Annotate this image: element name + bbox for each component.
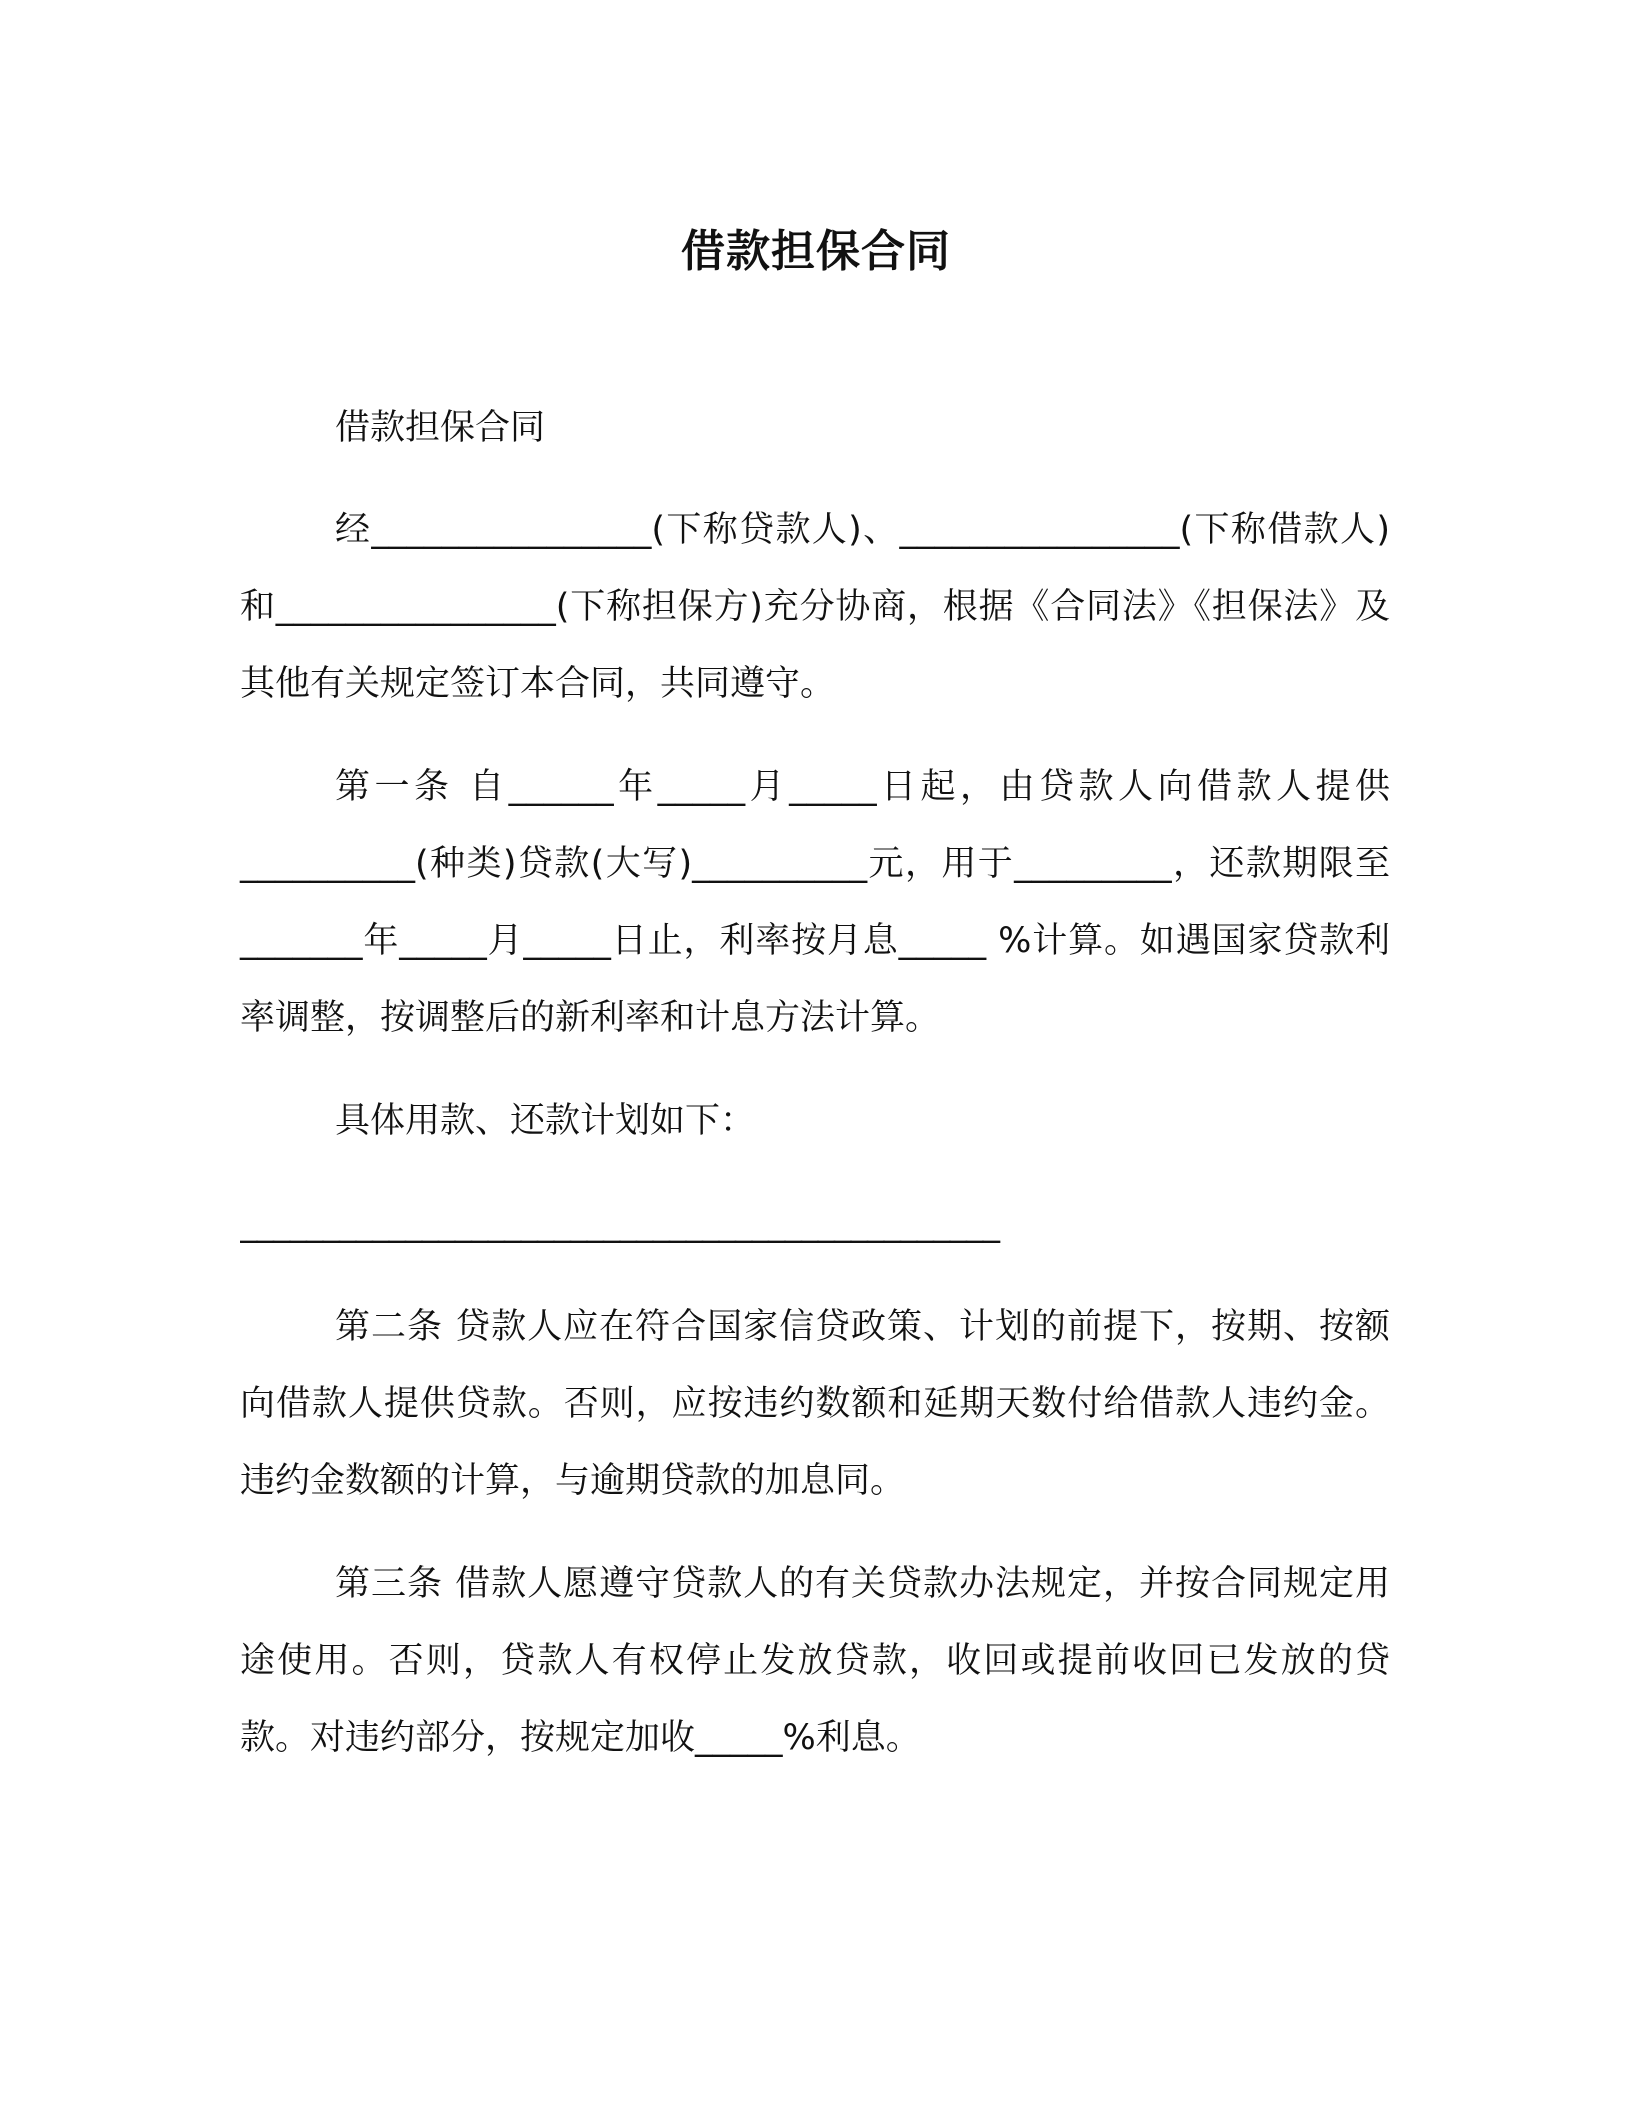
paragraph-article-3: 第三条 借款人愿遵守贷款人的有关贷款办法规定，并按合同规定用途使用。否则，贷款人有权停止发放贷款，收回或提前收回已发放的贷款。对违约部分，按规定加收_____%利息。 bbox=[240, 1564, 1390, 1758]
paragraph-plan: 具体用款、还款计划如下： bbox=[335, 1101, 756, 1141]
paragraph-intro: 经________________(下称贷款人)、________________(下称借款人)和________________(下称担保方)充分协商，根据《合同法》《担保法》及其他有关规定签订本合同，共同遵守。 bbox=[240, 510, 1390, 704]
paragraph-article-1: 第一条 自______年_____月_____日起，由贷款人向借款人提供__________(种类)贷款(大写)__________元，用于_________，还款期限至_______年_____月_____日止，利率按月息_____ %计算。如遇国家贷款利率调整，按调整后的新利率和计息方法计算。 bbox=[240, 767, 1390, 1038]
paragraph-article-2: 第二条 贷款人应在符合国家信贷政策、计划的前提下，按期、按额向借款人提供贷款。否则，应按违约数额和延期天数付给借款人违约金。违约金数额的计算，与逾期贷款的加息同。 bbox=[240, 1307, 1390, 1501]
document-subtitle: 借款担保合同 bbox=[335, 408, 546, 448]
document-body bbox=[240, 390, 1390, 1777]
blank-fill-line: ______________________________________________ bbox=[240, 1204, 999, 1244]
document-title: 借款担保合同 bbox=[681, 226, 951, 277]
